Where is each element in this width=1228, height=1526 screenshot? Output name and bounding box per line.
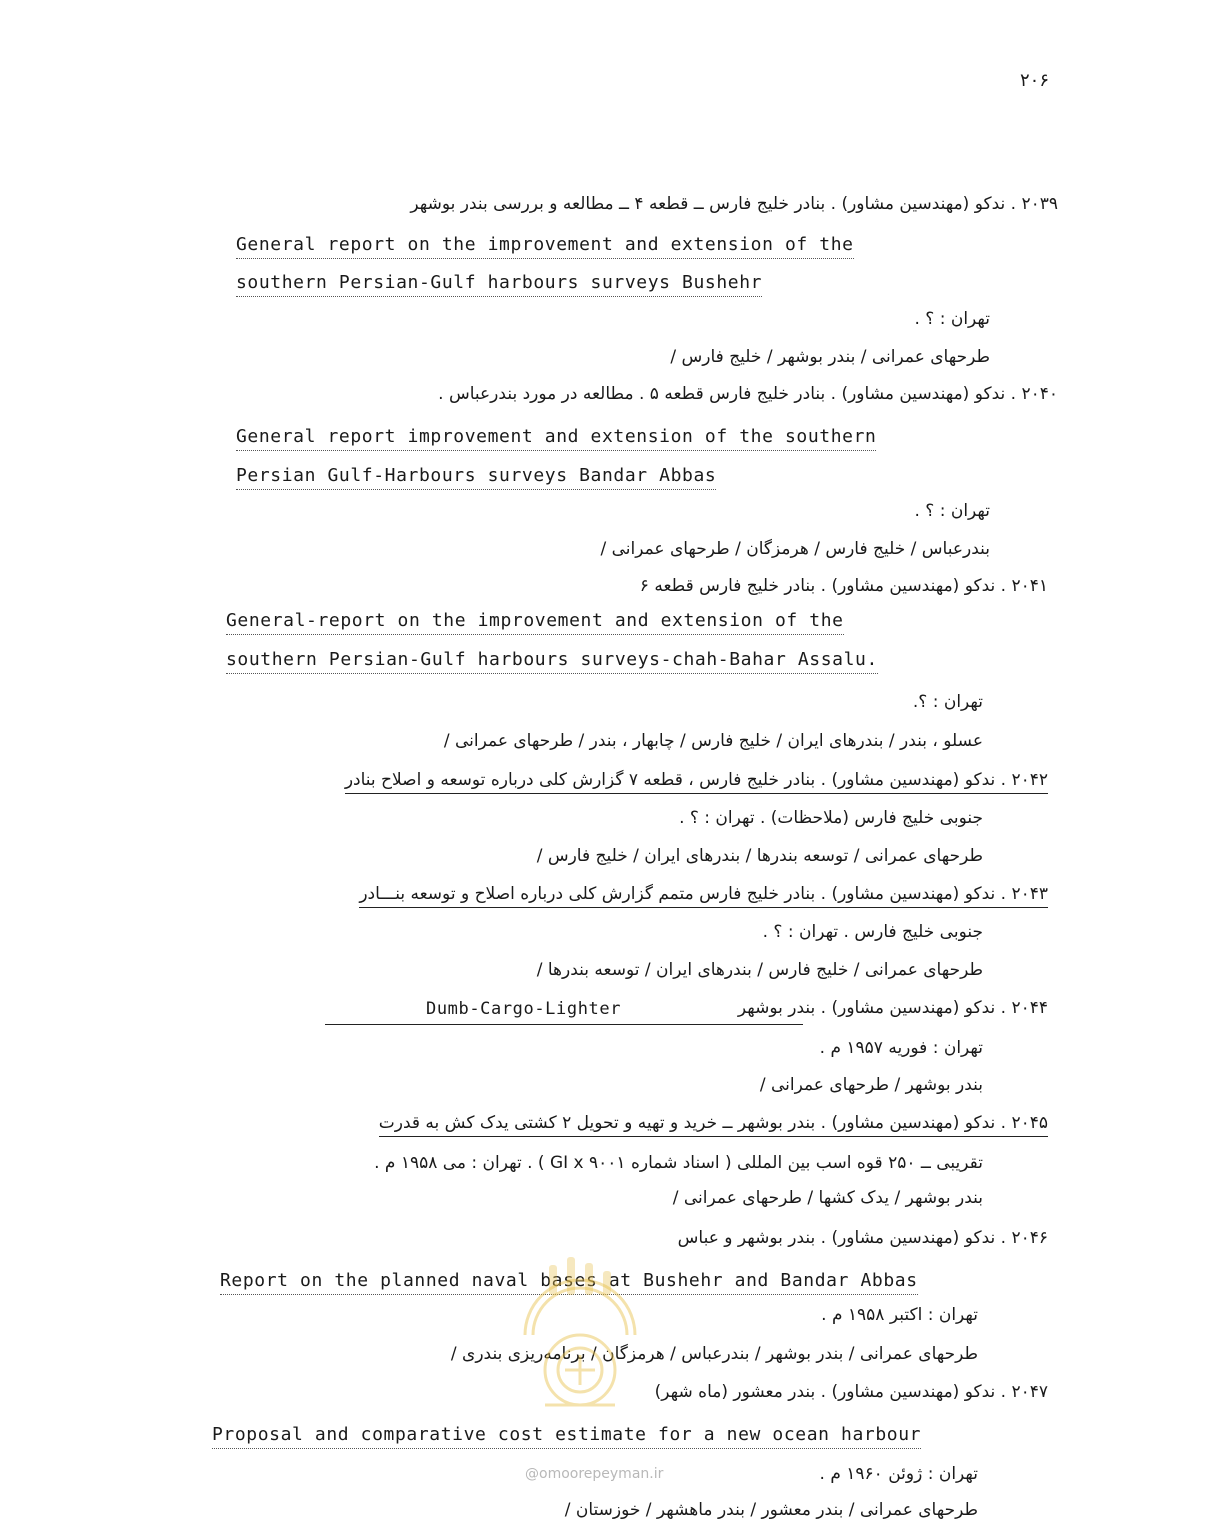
entry-2046-subjects: طرحهای عمرانی / بندر بوشهر / بندرعباس / هرمزگان / برنامه‌ریزی بندری /: [450, 1344, 978, 1364]
entry-2040-subjects: بندرعباس / خلیج فارس / هرمزگان / طرحهای عمرانی /: [600, 539, 990, 559]
entry-2043-subjects: طرحهای عمرانی / خلیج فارس / بندرهای ایران / توسعه بندرها /: [536, 960, 983, 980]
entry-2047-subjects: طرحهای عمرانی / بندر معشور / بندر ماهشهر / خوزستان /: [564, 1500, 978, 1520]
page-number: ۲۰۶: [1020, 70, 1050, 91]
watermark-site-label: @omoorepeyman.ir: [525, 1466, 664, 1482]
entry-2044-imprint: تهران : فوریه ۱۹۵۷ م .: [819, 1038, 983, 1058]
entry-2045-subjects: بندر بوشهر / یدک کشها / طرحهای عمرانی /: [672, 1188, 983, 1208]
entry-2047-title: ۲۰۴۷ . ندکو (مهندسین مشاور) . بندر معشور (ماه شهر): [654, 1382, 1048, 1402]
entry-2044-title: ۲۰۴۴ . ندکو (مهندسین مشاور) . بندر بوشهر: [737, 998, 1048, 1018]
entry-2047-english-line1: Proposal and comparative cost estimate for a new ocean harbour: [212, 1426, 921, 1444]
entry-2046-imprint: تهران : اکتبر ۱۹۵۸ م .: [821, 1305, 978, 1325]
entry-2043-title-line2: جنوبی خلیج فارس . تهران : ؟ .: [762, 922, 983, 942]
entry-2042-subjects: طرحهای عمرانی / توسعه بندرها / بندرهای ایران / خلیج فارس /: [536, 846, 983, 866]
entry-2041-subjects: عسلو ، بندر / بندرهای ایران / خلیج فارس / چابهار ، بندر / طرحهای عمرانی /: [443, 731, 983, 751]
entry-2045-title: ۲۰۴۵ . ندکو (مهندسین مشاور) . بندر بوشهر ــ خرید و تهیه و تحویل ۲ کشتی یدک کش به قدرت: [379, 1115, 1048, 1132]
entry-2044-subjects: بندر بوشهر / طرحهای عمرانی /: [759, 1075, 983, 1095]
entry-2047-imprint: تهران : ژوئن ۱۹۶۰ م .: [819, 1464, 978, 1484]
entry-2041-english-line2: southern Persian-Gulf harbours surveys-chah-Bahar Assalu.: [226, 651, 878, 669]
entry-2043-title: ۲۰۴۳ . ندکو (مهندسین مشاور) . بنادر خلیج فارس متمم گزارش کلی درباره اصلاح و توسعه بنـــادر: [359, 886, 1048, 903]
entry-2040-english-line1: General report improvement and extension of the southern: [236, 428, 876, 446]
entry-2042-title: ۲۰۴۲ . ندکو (مهندسین مشاور) . بنادر خلیج فارس ، قطعه ۷ گزارش کلی درباره توسعه و اصلاح بنادر: [345, 772, 1048, 789]
entry-2041-imprint: تهران : ؟.: [912, 692, 983, 712]
entry-2042-title-line2: جنوبی خلیج فارس (ملاحظات) . تهران : ؟ .: [679, 808, 983, 828]
entry-2039-title: ۲۰۳۹ . ندکو (مهندسین مشاور) . بنادر خلیج فارس ــ قطعه ۴ ــ مطالعه و بررسی بندر بوشهر: [410, 194, 1058, 214]
entry-2041-title: ۲۰۴۱ . ندکو (مهندسین مشاور) . بنادر خلیج فارس قطعه ۶: [639, 576, 1048, 596]
entry-2039-english-line1: General report on the improvement and extension of the: [236, 236, 854, 254]
entry-2039-english-line2: southern Persian-Gulf harbours surveys Bushehr: [236, 274, 762, 292]
entry-2040-title: ۲۰۴۰ . ندکو (مهندسین مشاور) . بنادر خلیج فارس قطعه ۵ . مطالعه در مورد بندرعباس .: [438, 384, 1058, 404]
entry-2039-subjects: طرحهای عمرانی / بندر بوشهر / خلیج فارس /: [670, 347, 990, 367]
entry-2041-english-line1: General-report on the improvement and extension of the: [226, 612, 844, 630]
entry-2044-underline: [325, 1024, 803, 1025]
entry-2040-imprint: تهران : ؟ .: [914, 501, 990, 521]
entry-2046-english-line1: Report on the planned naval bases at Bushehr and Bandar Abbas: [220, 1272, 918, 1290]
entry-2046-title: ۲۰۴۶ . ندکو (مهندسین مشاور) . بندر بوشهر و عباس: [677, 1228, 1048, 1248]
entry-2044-english-inline: Dumb-Cargo-Lighter: [426, 999, 622, 1019]
entry-2039-imprint: تهران : ؟ .: [914, 309, 990, 329]
entry-2045-title-line2: تقریبی ــ ۲۵۰ قوه اسب بین المللی ( اسناد شماره GI x ۹۰۰۱ ) . تهران : می ۱۹۵۸ م .: [374, 1153, 983, 1173]
entry-2040-english-line2: Persian Gulf-Harbours surveys Bandar Abbas: [236, 467, 716, 485]
